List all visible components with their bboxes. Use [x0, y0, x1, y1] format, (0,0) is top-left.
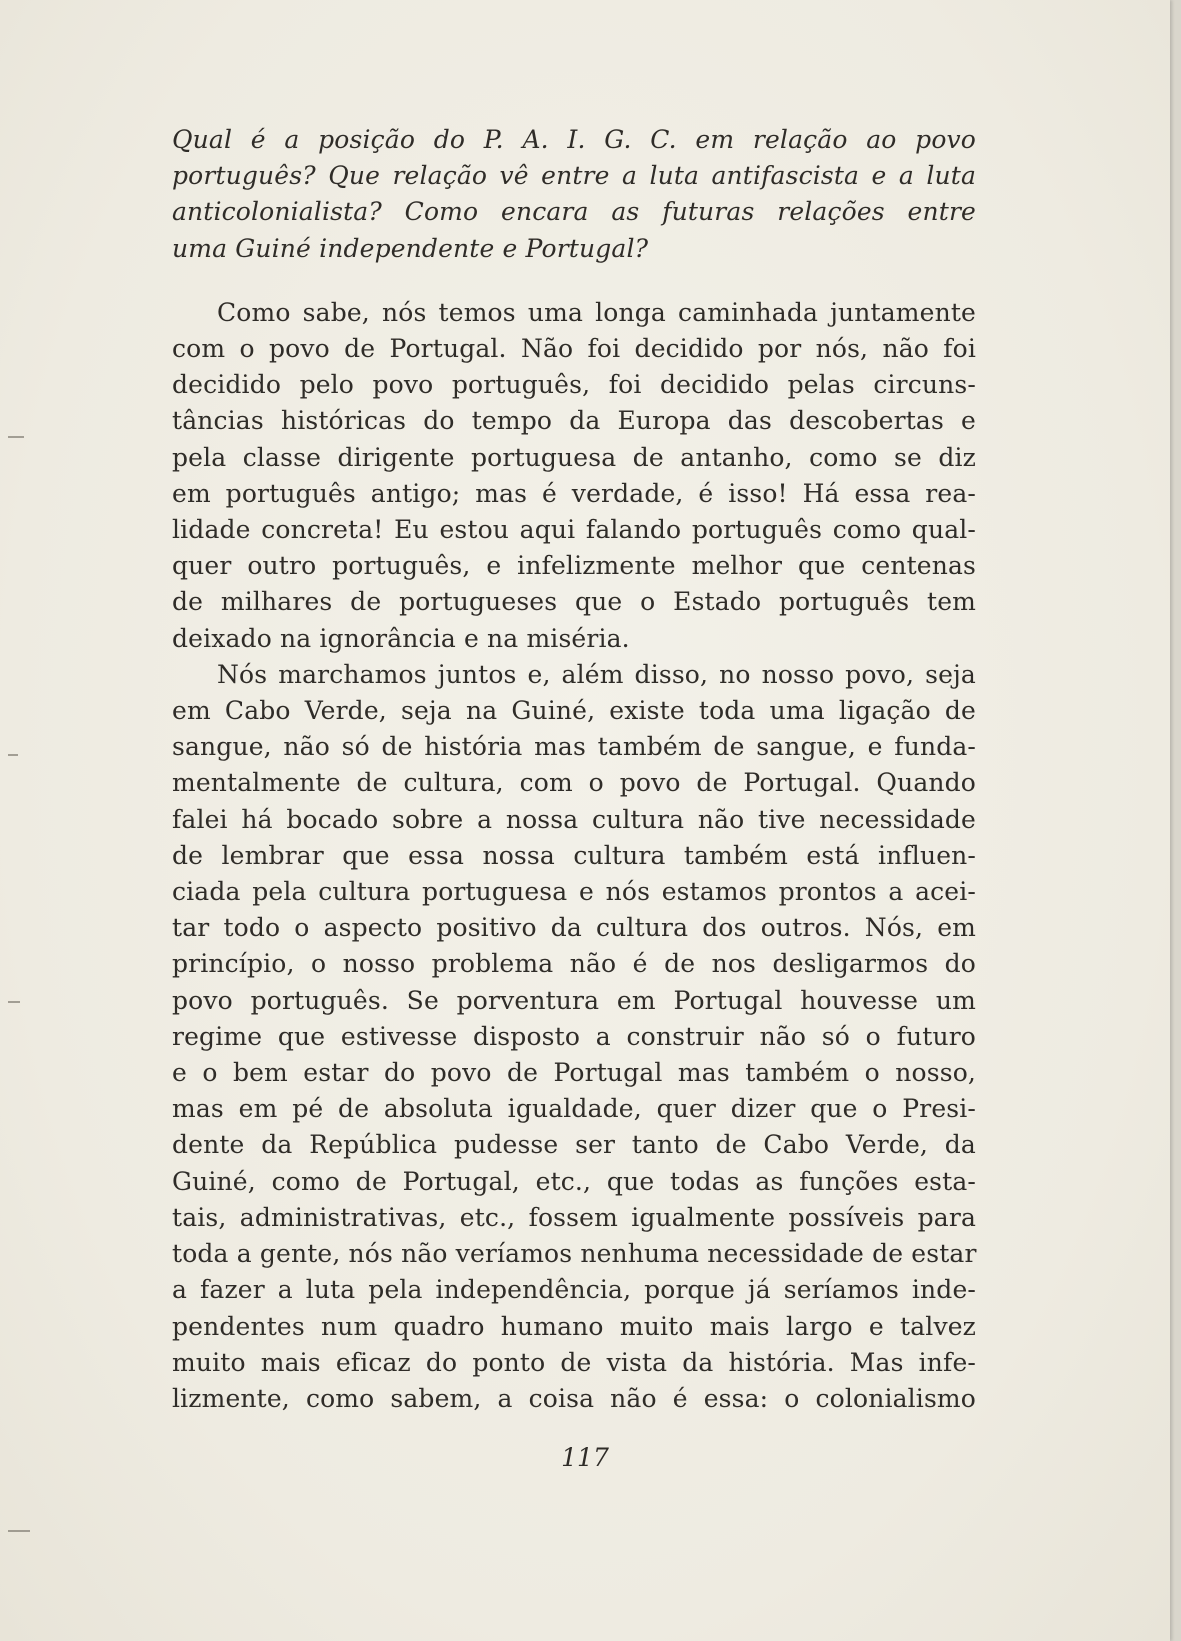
edge-mark: [8, 1530, 30, 1532]
question-line: uma Guiné independente e Portugal?: [172, 233, 649, 263]
page-number: 117: [561, 1443, 609, 1472]
paragraph-line: falei há bocado sobre a nossa cultura não tive necessidade: [172, 804, 976, 834]
question-line: anticolonialista? Como encara as futuras relações entre: [172, 197, 976, 227]
paragraph-line: regime que estivesse disposto a construir não só o futuro: [172, 1021, 976, 1051]
paragraph-line: mas em pé de absoluta igualdade, quer dizer que o Presi-: [172, 1094, 976, 1124]
paragraph-line: ciada pela cultura portuguesa e nós estamos prontos a acei-: [172, 877, 976, 907]
paragraph-line: Como sabe, nós temos uma longa caminhada juntamente: [217, 297, 976, 327]
answer-paragraph-2: [172, 657, 976, 1417]
paragraph-line: tar todo o aspecto positivo da cultura dos outros. Nós, em: [172, 913, 976, 943]
paragraph-line: de lembrar que essa nossa cultura também está influen-: [172, 840, 976, 870]
paragraph-line: em português antigo; mas é verdade, é isso! Há essa rea-: [172, 478, 976, 508]
paragraph-line: tais, administrativas, etc., fossem igualmente possíveis para: [172, 1202, 976, 1232]
paragraph-line: mentalmente de cultura, com o povo de Portugal. Quando: [172, 768, 976, 798]
paragraph-line: Nós marchamos juntos e, além disso, no nosso povo, seja: [217, 659, 976, 689]
paragraph-line: princípio, o nosso problema não é de nos desligarmos do: [172, 949, 976, 979]
answer-paragraph-1: [172, 295, 976, 657]
edge-mark: [8, 754, 18, 756]
paragraph-line: a fazer a luta pela independência, porque já seríamos inde-: [172, 1275, 976, 1305]
paragraph-line: sangue, não só de história mas também de sangue, e funda-: [172, 732, 976, 762]
edge-mark: [8, 1001, 20, 1003]
paragraph-line: muito mais eficaz do ponto de vista da história. Mas infe-: [172, 1347, 976, 1377]
paragraph-line: toda a gente, nós não veríamos nenhuma necessidade de estar: [172, 1239, 977, 1269]
interview-question: [172, 122, 976, 267]
paragraph-line: pela classe dirigente portuguesa de antanho, como se diz: [172, 442, 976, 472]
paragraph-line: decidido pelo povo português, foi decidido pelas circuns-: [172, 370, 976, 400]
paragraph-line: pendentes num quadro humano muito mais largo e talvez: [172, 1311, 976, 1341]
question-line: Qual é a posição do P. A. I. G. C. em relação ao povo: [172, 125, 976, 154]
paragraph-line: Guiné, como de Portugal, etc., que todas as funções esta-: [172, 1166, 976, 1196]
paragraph-line: de milhares de portugueses que o Estado português tem: [172, 587, 976, 617]
body-text: [172, 122, 976, 1417]
paragraph-line: dente da República pudesse ser tanto de Cabo Verde, da: [172, 1130, 976, 1160]
paragraph-line: lidade concreta! Eu estou aqui falando português como qual-: [172, 515, 976, 545]
paragraph-line: deixado na ignorância e na miséria.: [172, 623, 630, 653]
paragraph-line: e o bem estar do povo de Portugal mas também o nosso,: [172, 1058, 976, 1088]
edge-mark: [8, 436, 24, 438]
paragraph-line: em Cabo Verde, seja na Guiné, existe toda uma ligação de: [172, 696, 976, 726]
paragraph-line: quer outro português, e infelizmente melhor que centenas: [172, 551, 976, 581]
paragraph-line: tâncias históricas do tempo da Europa das descobertas e: [172, 406, 976, 436]
paragraph-line: povo português. Se porventura em Portugal houvesse um: [172, 985, 976, 1015]
paragraph-line: com o povo de Portugal. Não foi decidido por nós, não foi: [172, 334, 976, 364]
question-line: português? Que relação vê entre a luta antifascista e a luta: [172, 161, 976, 191]
paragraph-line: lizmente, como sabem, a coisa não é essa: o colonialismo: [172, 1383, 976, 1413]
